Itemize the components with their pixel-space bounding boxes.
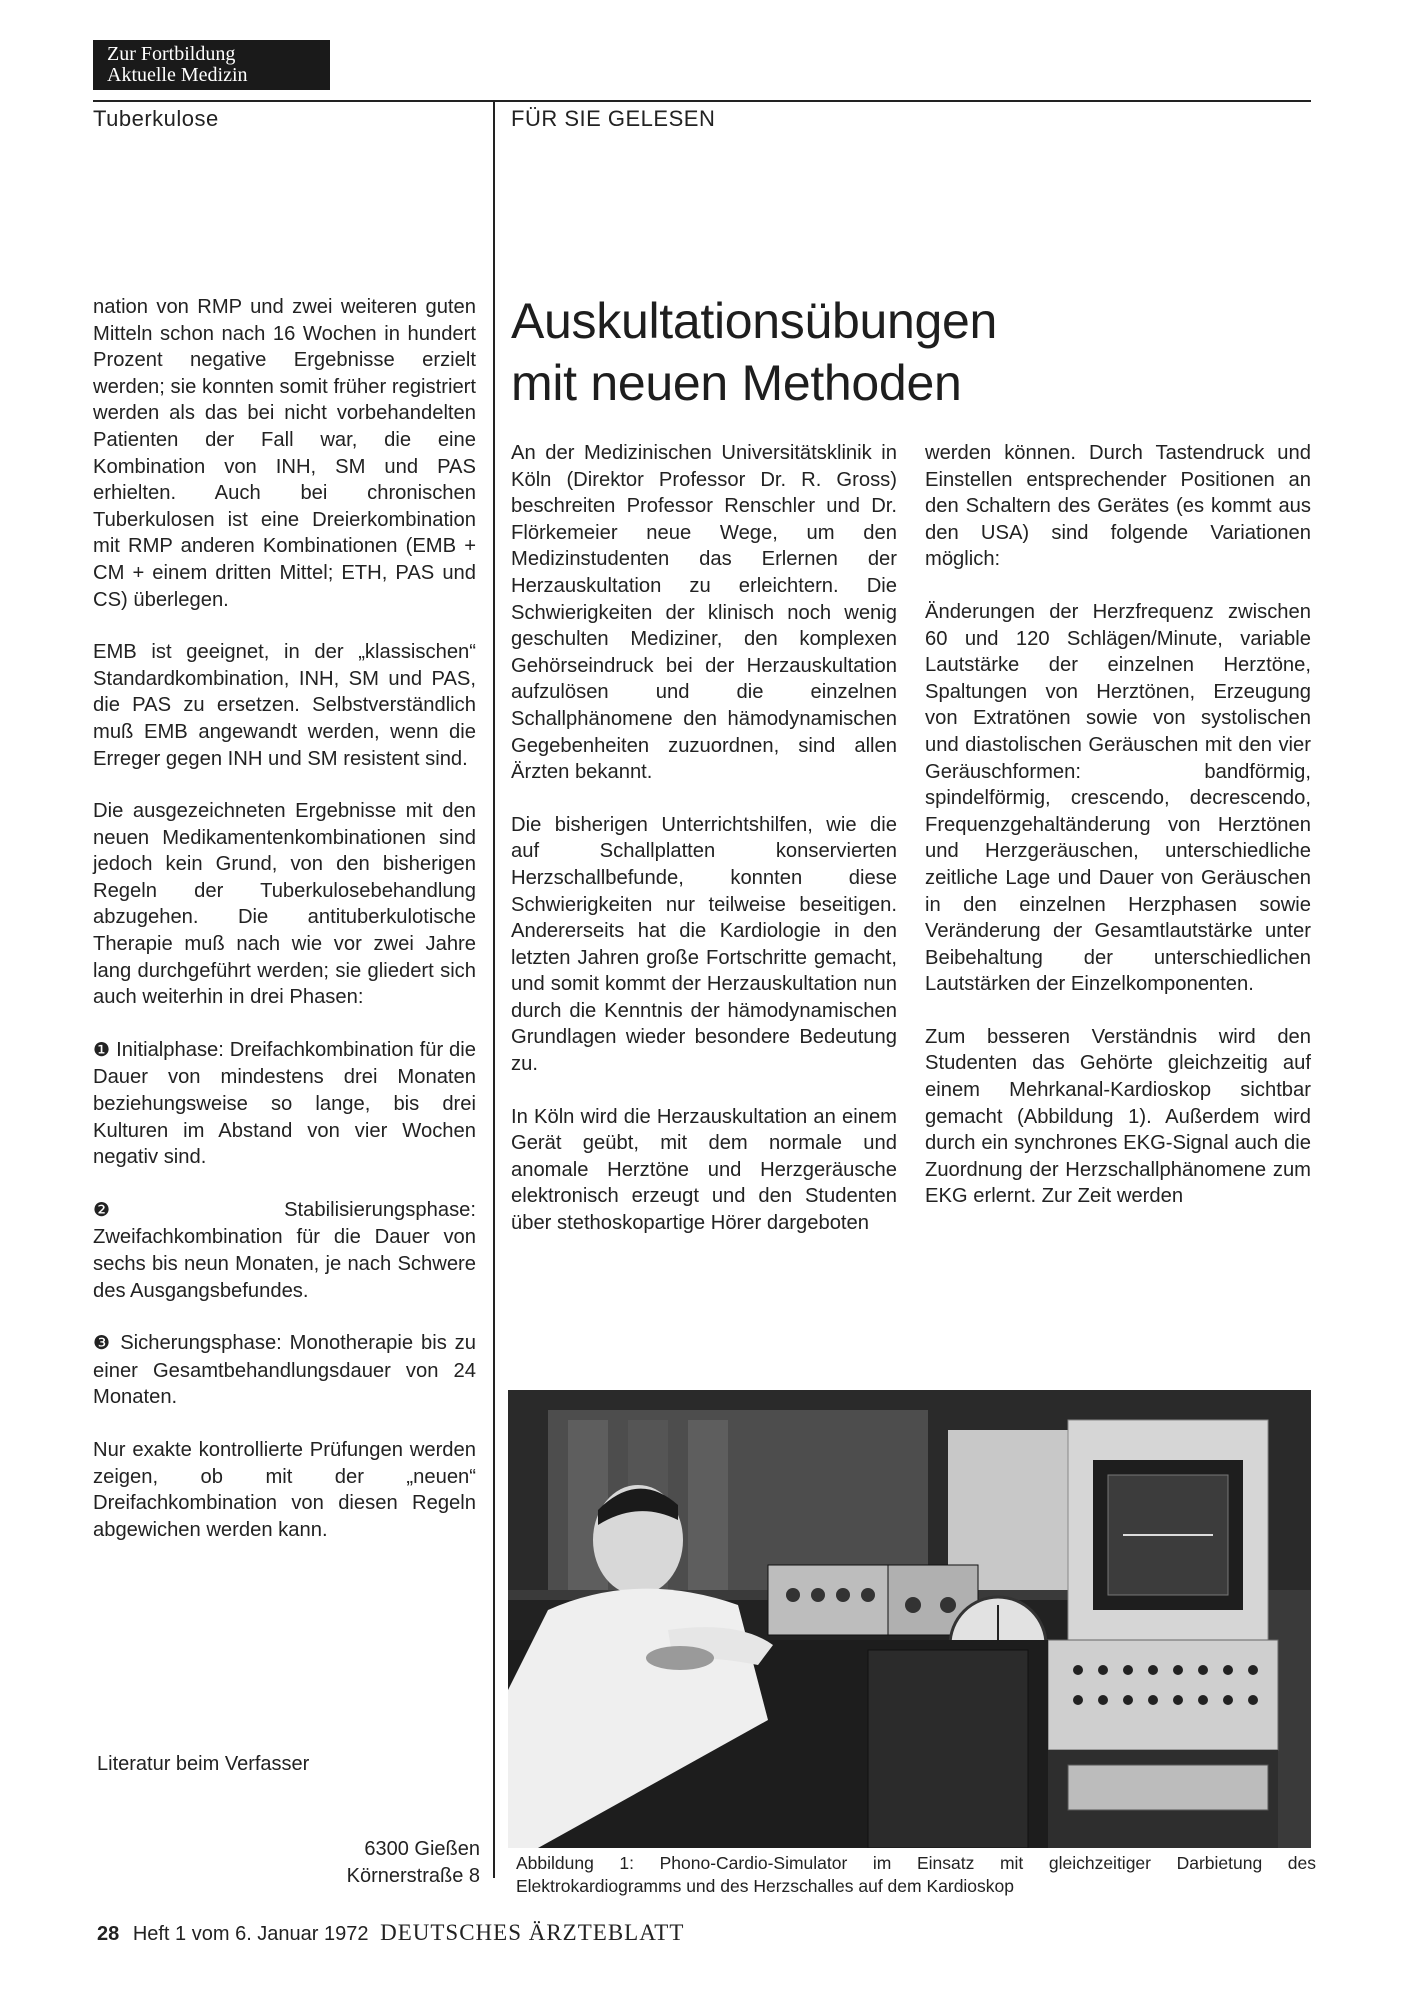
- article-paragraph: In Köln wird die Herzauskultation an einem Gerät geübt, mit dem normale und anomale Herztöne und Herzgeräusche elektronisch erzeugt und den Studenten über stethoskopartige Hörer dargeboten: [511, 1105, 897, 1235]
- phase-text: Stabilisierungsphase: Zweifachkombination für die Dauer von sechs bis neun Monaten, je nach Schwere des Ausgangsbefundes.: [93, 1198, 476, 1302]
- issue-info: Heft 1 vom 6. Januar 1972: [132, 1923, 369, 1945]
- phase-item: [93, 1037, 476, 1171]
- left-paragraph: EMB ist geeignet, in der „klassischen“ Standardkombination, INH, SM und PAS, die PAS zu ersetzen. Selbstverständlich muß EMB angewandt werden, wenn die Erreger gegen INH und SM resistent sind.: [93, 641, 476, 770]
- phase-text: Initialphase: Dreifachkombination für die Dauer von mindestens drei Monaten beziehungsweise so lange, bis drei Kulturen im Abstand von vier Wochen negativ sind.: [93, 1038, 476, 1169]
- phase-item: [93, 1330, 476, 1411]
- left-paragraph: nation von RMP und zwei weiteren guten Mitteln schon nach 16 Wochen in hundert Prozent negative Ergebnisse erzielt werden; sie konnten somit früher registriert werden als das bei nicht vorbehandelten Patienten der Fall war, die eine Kombination von INH, SM und PAS erhielten. Auch bei chronischen Tuberkulosen ist eine Dreierkombination mit RMP anderen Kombinationen (EMB + CM + einem dritten Mittel; ETH, PAS und CS) überlegen.: [93, 296, 476, 611]
- left-section-title: Tuberkulose: [93, 106, 219, 131]
- page-number: 28: [97, 1923, 120, 1945]
- left-column: [93, 294, 476, 1543]
- article-title-line-1: Auskultationsübungen: [511, 293, 998, 349]
- phono-cardio-simulator-photo: [508, 1390, 1311, 1848]
- author-address: [290, 1836, 480, 1890]
- literature-note: Literatur beim Verfasser: [97, 1753, 310, 1775]
- address-city: 6300 Gießen: [364, 1838, 480, 1860]
- article-title-line-2: mit neuen Methoden: [511, 355, 962, 411]
- magazine-title: DEUTSCHES ÄRZTEBLATT: [380, 1920, 685, 1945]
- phase-text: Sicherungsphase: Monotherapie bis zu einer Gesamtbehandlungsdauer von 24 Monaten.: [93, 1332, 476, 1409]
- page-footer: [97, 1920, 684, 1946]
- article-paragraph: An der Medizinischen Universitätsklinik in Köln (Direktor Professor Dr. R. Gross) beschreiten Professor Renschler und Dr. Flörkemeier neue Wege, um den Medizinstudenten das Erlernen der Herzauskultation zu erleichtern. Die Schwierigkeiten der klinisch noch wenig geschulten Mediziner, den komplexen Gehörseindruck bei der Herzauskultation aufzulösen und die einzelnen Schallphänomene den hämodynamischen Gegebenheiten zuzuordnen, sind allen Ärzten bekannt.: [511, 442, 897, 784]
- article-paragraph: werden können. Durch Tastendruck und Einstellen entsprechender Positionen an den Schaltern des Gerätes (es kommt aus den USA) sind folgende Variationen möglich:: [925, 442, 1311, 571]
- address-street: Körnerstraße 8: [346, 1865, 480, 1887]
- figure-caption: Abbildung 1: Phono-Cardio-Simulator im Einsatz mit gleichzeitiger Darbietung des Elektrokardiogramms und des Herzschalles auf dem Kardioskop: [516, 1853, 1316, 1896]
- phase-marker: ❶: [93, 1039, 111, 1061]
- article-paragraph: Die bisherigen Unterrichtshilfen, wie die auf Schallplatten konservierten Herzschallbefunde, konnten diese Schwierigkeiten nur teilweise beseitigen. Andererseits hat die Kardiologie in den letzten Jahren große Fortschritte gemacht, und somit kommt der Herzauskultation nun durch die Kenntnis der hämodynamischen Grundlagen wieder besondere Bedeutung zu.: [511, 813, 897, 1076]
- article-column-b: [925, 440, 1311, 1210]
- column-divider: [493, 100, 495, 1878]
- left-paragraph: Die ausgezeichneten Ergebnisse mit den neuen Medikamentenkombinationen sind jedoch kein Grund, von den bisherigen Regeln der Tuberkulosebehandlung abzugehen. Die antituberkulotische Therapie muß nach wie vor zwei Jahre lang durchgeführt werden; sie gliedert sich auch weiterhin in drei Phasen:: [93, 800, 476, 1009]
- article-paragraph: Zum besseren Verständnis wird den Studenten das Gehörte gleichzeitig auf einem Mehrkanal-Kardioskop sichtbar gemacht (Abbildung 1). Außerdem wird durch ein synchrones EKG-Signal auch die Zuordnung der Herzschallphänomene zum EKG erlernt. Zur Zeit werden: [925, 1025, 1311, 1208]
- right-section-title: FÜR SIE GELESEN: [511, 106, 716, 131]
- article-title: [511, 290, 1311, 414]
- phase-marker: ❸: [93, 1333, 113, 1355]
- header-rule: [93, 100, 1311, 102]
- left-closing-paragraph: Nur exakte kontrollierte Prüfungen werden zeigen, ob mit der „neuen“ Dreifachkombination von diesen Regeln abgewichen werden kann.: [93, 1438, 476, 1541]
- phase-item: [93, 1197, 476, 1304]
- section-label-line-1: Zur Fortbildung: [107, 43, 236, 65]
- article-column-a: [511, 440, 897, 1237]
- article-paragraph: Änderungen der Herzfrequenz zwischen 60 und 120 Schlägen/Minute, variable Lautstärke der einzelnen Herztöne, Spaltungen von Herztönen, Erzeugung von Extratönen sowie von systolischen und diastolischen Geräuschen mit den vier Geräuschformen: bandförmig, spindelförmig, crescendo, decrescendo, Frequenzgehaltänderung von Herztönen und Herzgeräuschen, unterschiedliche zeitliche Lage und Dauer von Geräuschen in den einzelnen Herzphasen sowie Veränderung der Gesamtlautstärke unter Beibehaltung der unterschiedlichen Lautstärken der Einzelkomponenten.: [925, 600, 1311, 996]
- section-label-line-2: Aktuelle Medizin: [107, 64, 248, 86]
- section-label-box: [93, 40, 330, 90]
- phase-marker: ❷: [93, 1199, 195, 1221]
